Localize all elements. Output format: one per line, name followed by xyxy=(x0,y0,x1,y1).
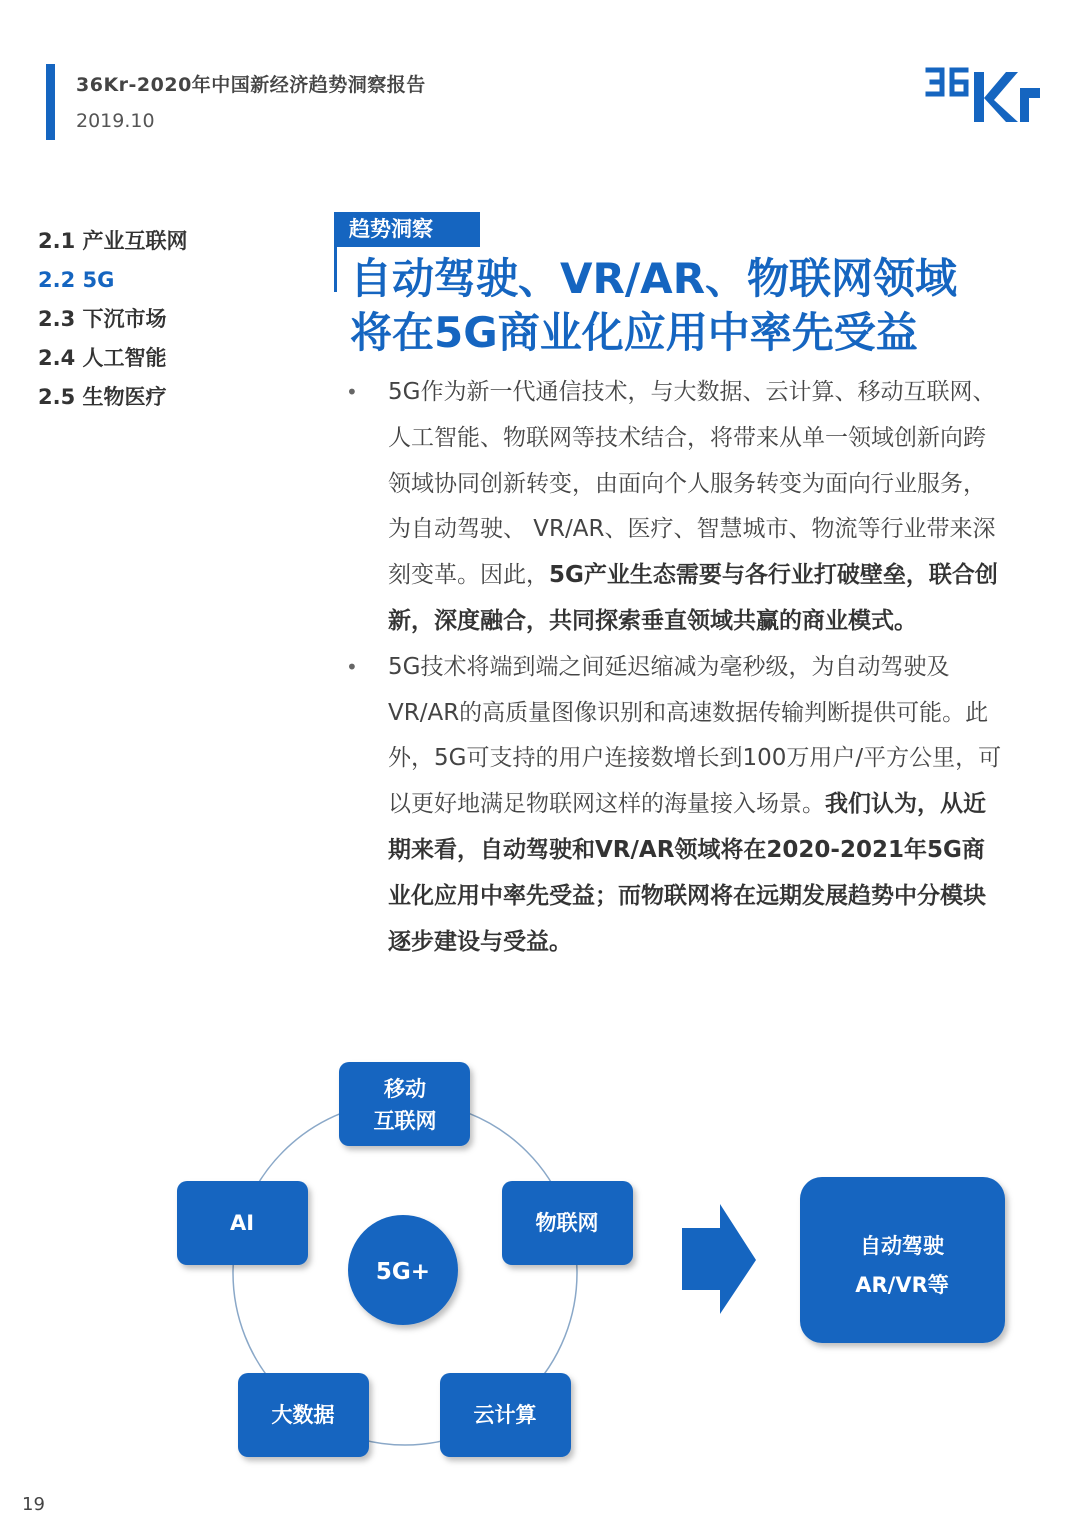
nav-item-biomedical[interactable]: 2.5 生物医疗 xyxy=(38,385,167,409)
bullet-text: 5G技术将端到端之间延迟缩减为毫秒级，为自动驾驶及VR/AR的高质量图像识别和高速数据传输判断提供可能。此外，5G可支持的用户连接数增长到100万用户/平方公里，可以更好地满足物联网这样的海量接入场景。 xyxy=(388,653,1002,818)
node-mobile-internet xyxy=(339,1062,470,1146)
node-iot-label: 物联网 xyxy=(535,1211,599,1235)
bullet-dot-icon: • xyxy=(346,654,358,679)
right-arrow-icon xyxy=(682,1204,756,1314)
node-mobile-internet-line1: 移动 xyxy=(384,1077,426,1101)
nav-item-5g[interactable]: 2.2 5G xyxy=(38,268,115,292)
bullet-text: 5G作为新一代通信技术，与大数据、云计算、移动互联网、人工智能、物联网等技术结合，将带来从单一领域创新向跨领域协同创新转变，由面向个人服务转变为面向行业服务，为自动驾驶、 VR/AR、医疗、智慧城市、物流等行业带来深刻变革。因此， xyxy=(388,379,996,589)
5g-ecosystem-diagram xyxy=(0,1040,1080,1500)
bullet-bold-text: 我们认为，从近期来看，自动驾驶和VR/AR领域将在2020-2021年5G商业化应用中率先受益；而物联网将在远期发展趋势中分模块逐步建设与受益。 xyxy=(388,791,986,955)
result-line-1: 自动驾驶 xyxy=(860,1234,944,1258)
36kr-logo xyxy=(922,58,1042,128)
result-line-2: AR/VR等 xyxy=(855,1273,949,1297)
header-accent-bar xyxy=(46,64,55,140)
section-nav xyxy=(38,226,188,421)
node-ai-label: AI xyxy=(229,1211,255,1235)
node-cloud-label: 云计算 xyxy=(473,1403,537,1427)
page-headline xyxy=(350,252,1050,360)
nav-item-industrial-internet[interactable]: 2.1 产业互联网 xyxy=(38,229,188,253)
bullet-dot-icon: • xyxy=(346,380,358,404)
bullet-bold-text: 5G产业生态需要与各行业打破壁垒，联合创新，深度融合，共同探索垂直领域共赢的商业模式。 xyxy=(388,562,998,634)
report-date: 2019.10 xyxy=(76,110,155,132)
bullet-list xyxy=(342,370,1002,965)
headline-line-1: 自动驾驶、VR/AR、物联网领域 xyxy=(350,254,958,303)
center-5g-plus-label: 5G+ xyxy=(375,1259,431,1285)
node-mobile-internet-line2: 互联网 xyxy=(373,1109,437,1133)
headline-line-2: 将在5G商业化应用中率先受益 xyxy=(350,308,918,357)
report-title: 36Kr-2020年中国新经济趋势洞察报告 xyxy=(76,74,426,96)
bullet-item xyxy=(342,645,1002,966)
nav-item-lower-tier-market[interactable]: 2.3 下沉市场 xyxy=(38,307,167,331)
node-big-data-label: 大数据 xyxy=(271,1403,335,1427)
trend-insight-tag: 趋势洞察 xyxy=(337,212,480,247)
page-number: 19 xyxy=(22,1494,45,1515)
result-box xyxy=(800,1177,1005,1343)
nav-item-ai[interactable]: 2.4 人工智能 xyxy=(38,346,167,370)
bullet-item xyxy=(342,370,1002,645)
